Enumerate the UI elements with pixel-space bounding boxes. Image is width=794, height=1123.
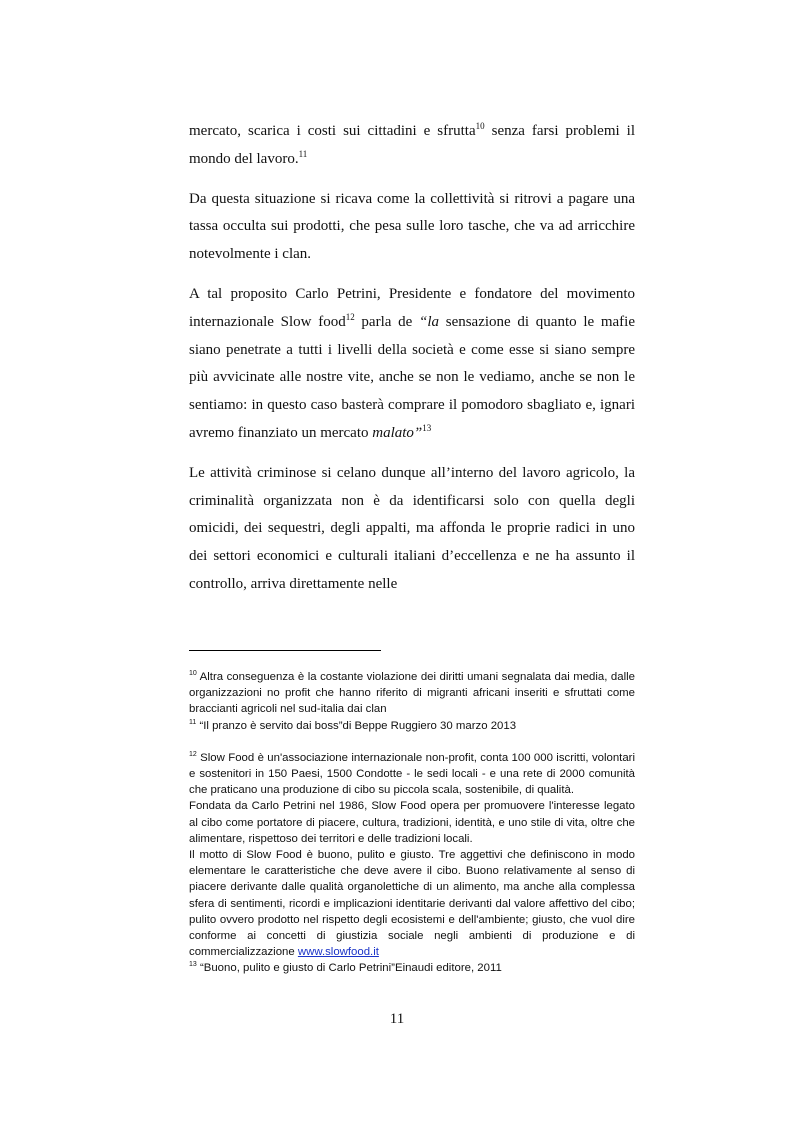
footnote-number: 11 [189, 718, 197, 726]
footnote-12 [189, 750, 635, 799]
quote-start: “la [419, 313, 440, 330]
paragraph-4: Le attività criminose si celano dunque all’interno del lavoro agricolo, la criminalità organizzata non è da identificarsi solo con quella degli omicidi, dei sequestri, degli appalti, ma affonda le proprie radici in uno dei settori economici e culturali italiani d’eccellenza e ne ha assunto il controllo, arriva direttamente nelle [189, 464, 635, 592]
slowfood-link[interactable]: www.slowfood.it [297, 946, 379, 959]
paragraph-3-text-c: sensazione di quanto le mafie siano penetrate a tutti i livelli della società e come esse si siano sempre più avvicinate alle nostre vite, anche se non le vediamo, anche se non le sentiamo: in questo caso basterà comprare il pomodoro sbagliato e, ignari avremo finanziato un mercato [189, 313, 636, 441]
footnote-13 [189, 960, 635, 976]
footnotes [189, 669, 635, 977]
footnote-number: 12 [189, 750, 197, 758]
paragraph-3 [189, 281, 635, 448]
paragraph-3-text-b: parla de [354, 313, 419, 330]
footnote-text: “Il pranzo è servito dai boss”di Beppe Ruggiero 30 marzo 2013 [196, 719, 517, 732]
paragraph-3-text-a: A tal proposito Carlo Petrini, Presidente e fondatore del movimento internazionale Slow food [189, 285, 635, 330]
footnote-ref-12[interactable]: 12 [345, 311, 355, 322]
footnote-text: Slow Food è un'associazione internazionale non-profit, conta 100 000 iscritti, volontari e sostenitori in 150 Paesi, 1500 Condotte - le sedi locali - e una rete di 2000 comunità che praticano una produzione di cibo su piccola scala, sostenibile, di qualità. [189, 751, 635, 797]
paragraph-2: Da questa situazione si ricava come la collettività si ritrovi a pagare una tassa occulta sui prodotti, che pesa sulle loro tasche, che va ad arricchire notevolmente i clan. [189, 190, 635, 263]
footnote-12-motto [189, 847, 635, 960]
footnote-gap [189, 734, 635, 750]
footnote-text: Altra conseguenza è la costante violazione dei diritti umani segnalata dai media, dalle organizzazioni no profit che hanno riferito di migranti africani inseriti e sfruttati come braccianti agricoli nel sud-italia dai clan [189, 671, 635, 716]
footnote-ref-11[interactable]: 11 [298, 148, 308, 159]
paragraph-1 [189, 118, 635, 174]
footnote-number: 13 [189, 961, 197, 969]
footnote-text: “Buono, pulito e giusto di Carlo Petrini”Einaudi editore, 2011 [196, 962, 502, 975]
footnote-text: Il motto di Slow Food è buono, pulito e giusto. Tre aggettivi che definiscono in modo elementare le caratteristiche che deve avere il cibo. Buono relativamente al senso di piacere derivante dalle qualità organolettiche di un alimento, ma anche alla complessa sfera di sentimenti, ricordi e implicazioni identitarie derivanti dal valore affettivo del cibo; pulito ovvero prodotto nel rispetto degli ecosistemi e dell'ambiente; giusto, che vuol dire conforme ai concetti di giustizia sociale negli ambienti di produzione e di commercializzazione [189, 849, 635, 959]
footnote-separator [189, 650, 381, 651]
footnote-ref-10[interactable]: 10 [475, 121, 485, 131]
footnote-12-continued: Fondata da Carlo Petrini nel 1986, Slow Food opera per promuovere l'interesse legato al cibo come portatore di piacere, cultura, tradizioni, identità, e uno stile di vita, oltre che alimentare, rispettoso dei territori e delle tradizioni locali. [189, 800, 635, 845]
main-text [189, 118, 635, 611]
quote-end: malato” [372, 424, 423, 441]
paragraph-1-text-b: senza farsi problemi il mondo del lavoro. [189, 123, 635, 167]
footnote-11 [189, 718, 635, 734]
page-number: 11 [389, 1011, 405, 1027]
footnote-ref-13[interactable]: 13 [422, 422, 432, 433]
footnote-number: 10 [189, 670, 197, 677]
footnote-10 [189, 669, 635, 718]
paragraph-1-text-a: mercato, scarica i costi sui cittadini e sfrutta [189, 123, 476, 139]
